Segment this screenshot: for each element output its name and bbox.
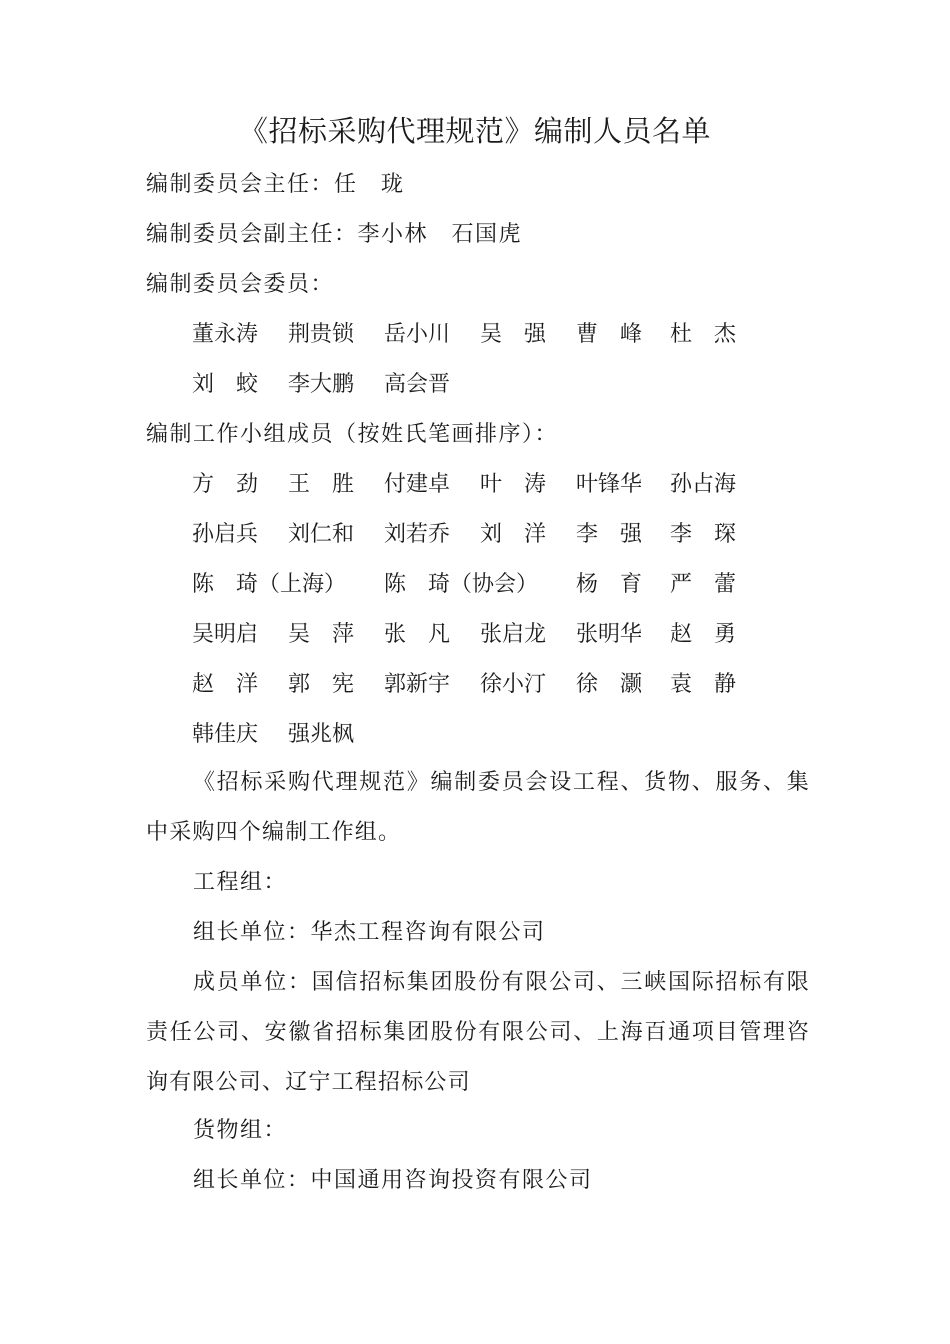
committee-director: 编制委员会主任：任 珑	[146, 172, 405, 197]
member-name: 荆贵锁	[288, 322, 355, 347]
member-name: 郭 宪	[288, 672, 355, 697]
member-name: 吴 萍	[288, 622, 355, 647]
member-name: 王 胜	[288, 472, 355, 497]
member-name: 刘若乔	[384, 522, 451, 547]
member-name: 张明华	[576, 622, 643, 647]
member-name: 孙占海	[670, 472, 737, 497]
member-name: 刘 蛟	[192, 372, 259, 397]
member-name: 叶 涛	[480, 472, 547, 497]
member-name: 陈 琦（上海）	[192, 572, 347, 597]
engineering-leader-unit: 组长单位：华杰工程咨询有限公司	[193, 920, 546, 945]
member-name: 付建卓	[384, 472, 451, 497]
member-name: 李大鹏	[288, 372, 355, 397]
working-group-label: 编制工作小组成员（按姓氏笔画排序）：	[146, 422, 559, 447]
member-name: 徐 灏	[576, 672, 643, 697]
member-name: 杨 育	[576, 572, 643, 597]
intro-paragraph: 《招标采购代理规范》编制委员会设工程、货物、服务、集中采购四个编制工作组。	[146, 770, 810, 845]
engineering-member-units: 成员单位：国信招标集团股份有限公司、三峡国际招标有限责任公司、安徽省招标集团股份有限公司、上海百通项目管理咨询有限公司、辽宁工程招标公司	[146, 970, 810, 1095]
committee-deputy-director: 编制委员会副主任：李小林 石国虎	[146, 222, 523, 247]
member-name: 刘仁和	[288, 522, 355, 547]
member-name: 郭新宇	[384, 672, 451, 697]
member-name: 赵 洋	[192, 672, 259, 697]
member-name: 岳小川	[384, 322, 451, 347]
member-name: 李 强	[576, 522, 643, 547]
member-name: 强兆枫	[288, 722, 355, 747]
member-name: 赵 勇	[670, 622, 737, 647]
member-name: 李 琛	[670, 522, 737, 547]
member-name: 叶锋华	[576, 472, 643, 497]
member-name: 刘 洋	[480, 522, 547, 547]
member-name: 张 凡	[384, 622, 451, 647]
member-name: 徐小汀	[480, 672, 547, 697]
goods-group-label: 货物组：	[193, 1118, 288, 1143]
member-name: 孙启兵	[192, 522, 259, 547]
member-name: 董永涛	[192, 322, 259, 347]
member-name: 张启龙	[480, 622, 547, 647]
member-name: 严 蕾	[670, 572, 737, 597]
document-title: 《招标采购代理规范》编制人员名单	[238, 114, 711, 148]
member-name: 袁 静	[670, 672, 737, 697]
member-name: 方 劲	[192, 472, 259, 497]
member-name: 吴明启	[192, 622, 259, 647]
member-name: 陈 琦（协会）	[384, 572, 539, 597]
member-name: 曹 峰	[576, 322, 643, 347]
goods-leader-unit: 组长单位：中国通用咨询投资有限公司	[193, 1168, 593, 1193]
member-name: 高会晋	[384, 372, 451, 397]
committee-members-label: 编制委员会委员：	[146, 272, 335, 297]
member-name: 杜 杰	[670, 322, 737, 347]
engineering-group-label: 工程组：	[193, 870, 288, 895]
member-name: 吴 强	[480, 322, 547, 347]
member-name: 韩佳庆	[192, 722, 259, 747]
